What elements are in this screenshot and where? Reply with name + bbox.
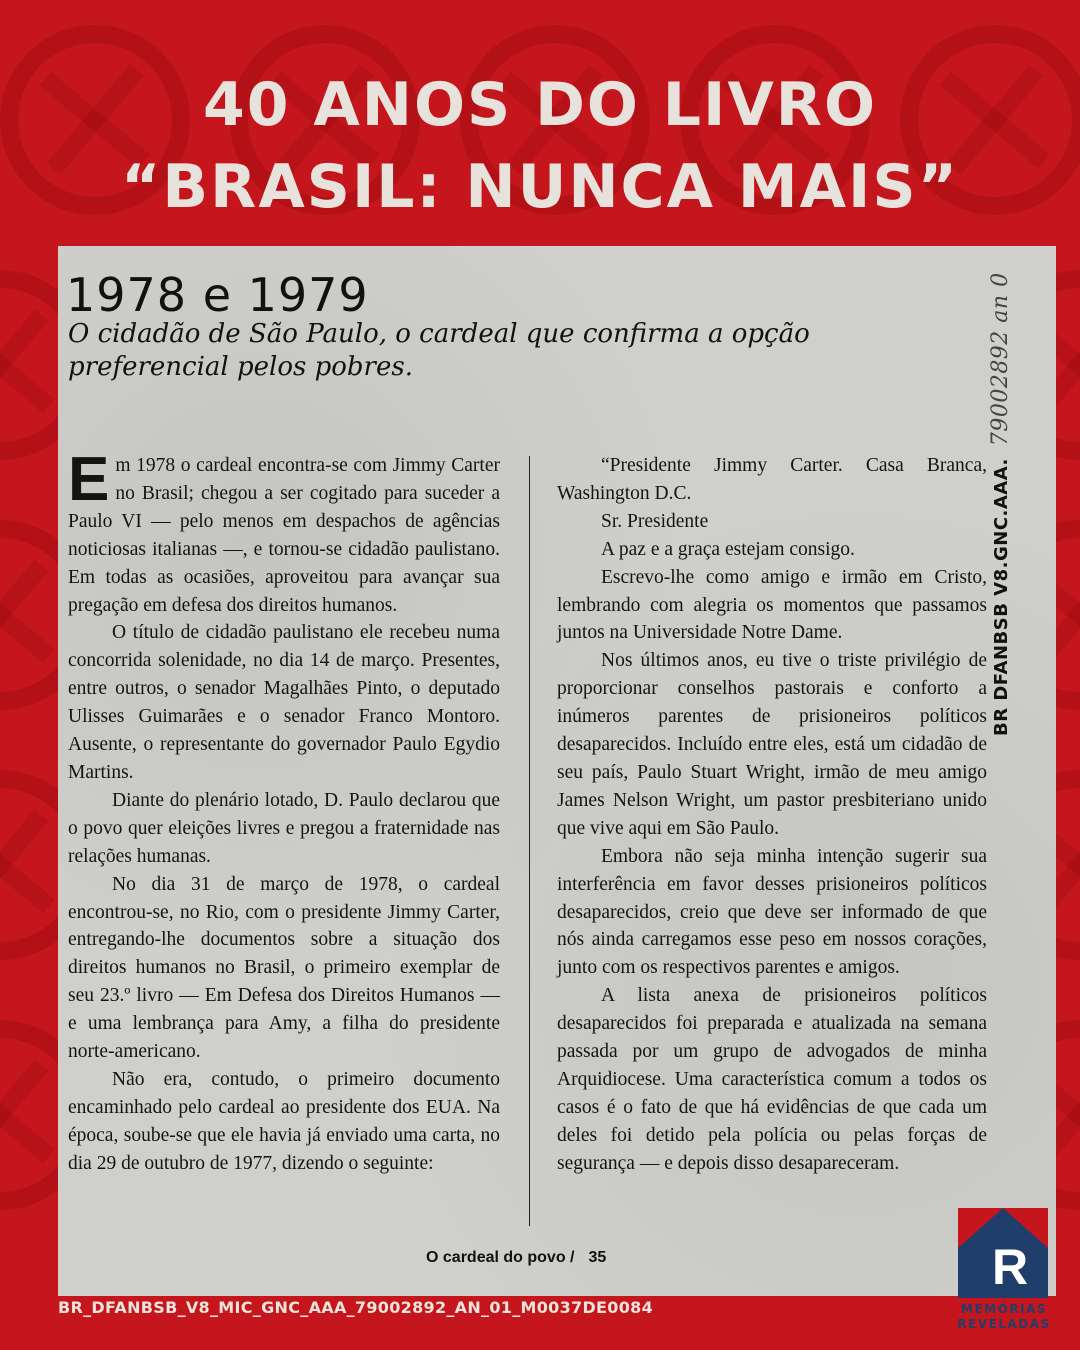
page-number: 35 <box>588 1249 607 1266</box>
paragraph: Embora não seja minha intenção sugerir sua interferência em favor desses prisioneiros políticos desaparecidos, creio que deve ser informado de que nós ainda carregamos esse peso em nossos corações, junto com os respectivos parentes e amigos. <box>557 845 987 979</box>
memorias-reveladas-logo <box>958 1208 1048 1298</box>
column-divider <box>529 456 530 1226</box>
paragraph: A lista anexa de prisioneiros políticos desaparecidos foi preparada e atualizada na semana passada por um grupo de advogados de minha Arquidiocese. Uma característica comum a todos os casos é o fato de que há evidências de que cada um deles foi detido pela polícia ou pelas forças de segurança — e depois disso desapareceram. <box>557 985 987 1174</box>
paragraph: Diante do plenário lotado, D. Paulo declarou que o povo quer eleições livres e pregou a fraternidade nas relações humanas. <box>68 789 500 867</box>
archive-stamp <box>988 272 1013 736</box>
archive-code: BR DFANBSB V8.GNC.AAA. <box>991 458 1012 736</box>
right-column <box>557 452 987 1178</box>
document-reference: BR_DFANBSB_V8_MIC_GNC_AAA_79002892_AN_01_M0037DE0084 <box>58 1298 654 1317</box>
newspaper-clipping <box>58 246 1056 1296</box>
paragraph: Escrevo-lhe como amigo e irmão em Cristo, lembrando com alegria os momentos que passamos juntos na Universidade Notre Dame. <box>557 566 987 644</box>
drop-cap: E <box>68 445 110 514</box>
paragraph: No dia 31 de março de 1978, o cardeal encontrou-se, no Rio, com o presidente Jimmy Carter, entregando-lhe documentos sobre a situação dos direitos humanos no Brasil, o primeiro exemplar de seu 23.º livro — Em Defesa dos Direitos Humanos — e uma lembrança para Amy, a filha do presidente norte-americano. <box>68 873 500 1063</box>
paragraph: Nos últimos anos, eu tive o triste privilégio de proporcionar conselhos pastorais e conforto a inúmeros parentes de prisioneiros políticos desaparecidos. Incluído entre eles, está um cidadão de seu país, Paulo Stuart Wright, irmão de meu amigo James Nelson Wright, um pastor presbiteriano unido que vive aqui em São Paulo. <box>557 650 987 839</box>
footer-text: O cardeal do povo / <box>426 1249 575 1266</box>
clipping-subtitle: O cidadão de São Paulo, o cardeal que confirma a opção preferencial pelos pobres. <box>68 319 810 382</box>
paragraph: “Presidente Jimmy Carter. Casa Branca, Washington D.C. <box>557 455 987 504</box>
paragraph: Não era, contudo, o primeiro documento encaminhado pelo cardeal ao presidente dos EUA. Na época, soube-se que ele havia já enviado uma carta, no dia 29 de outubro de 1977, dizendo o seguinte: <box>68 1068 500 1174</box>
left-column <box>68 445 500 1178</box>
clipping-year-heading: 1978 e 1979 <box>66 268 369 322</box>
logo-letter: R <box>992 1239 1029 1295</box>
paragraph: A paz e a graça estejam consigo. <box>601 538 855 560</box>
paragraph: O título de cidadão paulistano ele recebeu numa concorrida solenidade, no dia 14 de março. Presentes, entre outros, o senador Magalhães Pinto, o deputado Ulisses Guimarães e o senador Franco Montoro. Ausente, o representante do governador Paulo Egydio Martins. <box>68 622 500 783</box>
page-title-line2: “BRASIL: NUNCA MAIS” <box>120 152 960 222</box>
page-title-line1: 40 ANOS DO LIVRO <box>202 70 878 140</box>
logo-text: MEMÓRIAS REVELADAS <box>957 1302 1051 1331</box>
paragraph: Sr. Presidente <box>601 510 709 532</box>
handwritten-code: 79002892 an 0 <box>988 272 1013 447</box>
clipping-footer <box>426 1249 606 1267</box>
paragraph: Em 1978 o cardeal encontra-se com Jimmy Carter no Brasil; chegou a ser cogitado para suceder a Paulo VI — pelo menos em despachos de agências noticiosas italianas —, e tornou-se cidadão paulistano. Em todas as ocasiões, aproveitou para avançar sua pregação em defesa dos direitos humanos. <box>68 445 500 616</box>
